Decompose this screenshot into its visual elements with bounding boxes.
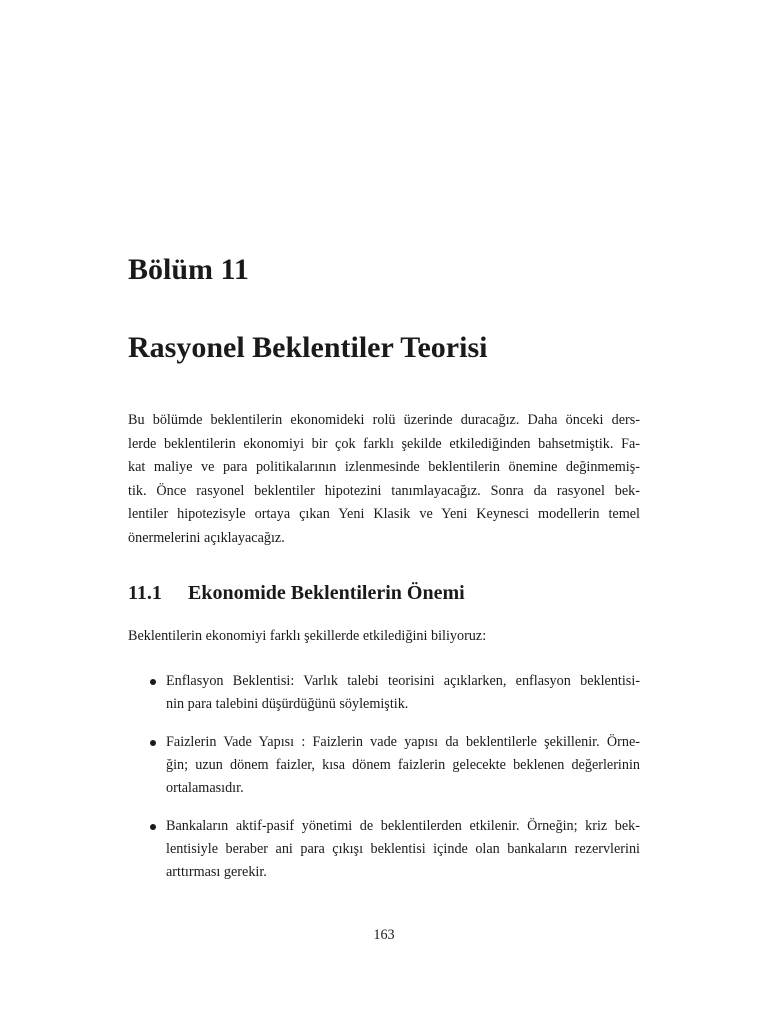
bullet-line: Enflasyon Beklentisi: Varlık talebi teorisini açıklarken, enflasyon beklentisi- xyxy=(166,673,640,689)
bullet-item xyxy=(128,815,640,884)
bullet-item xyxy=(128,731,640,800)
bullet-line: lentisiyle beraber ani para çıkışı beklentisi içinde olan bankaların rezervlerini xyxy=(166,841,640,857)
chapter-title: Rasyonel Beklentiler Teorisi xyxy=(128,331,488,364)
page-number: 163 xyxy=(373,927,395,943)
intro-line: lerde beklentilerin ekonomiyi bir çok farklı şekilde etkilediğinden bahsetmiştik. Fa- xyxy=(128,435,640,452)
bullet-line: ortalamasıdır. xyxy=(166,780,244,796)
intro-line: Bu bölümde beklentilerin ekonomideki rolü üzerinde duracağız. Daha önceki ders- xyxy=(128,412,640,428)
section-intro: Beklentilerin ekonomiyi farklı şekillerde etkilediğini biliyoruz: xyxy=(128,628,487,644)
bullet-item xyxy=(128,670,640,716)
intro-line: lentiler hipotezisyle ortaya çıkan Yeni Klasik ve Yeni Keynesci modellerin temel xyxy=(128,506,640,522)
intro-paragraph xyxy=(128,409,640,550)
intro-line: önermelerini açıklayacağız. xyxy=(128,529,285,546)
bullet-dot-icon xyxy=(150,679,156,685)
section-title: Ekonomide Beklentilerin Önemi xyxy=(188,582,465,604)
section-number: 11.1 xyxy=(128,582,162,604)
bullet-line: Bankaların aktif-pasif yönetimi de beklentilerden etkilenir. Örneğin; kriz bek- xyxy=(166,818,640,834)
intro-line: kat maliye ve para politikalarının izlenmesinde beklentilerin önemine değinmemiş- xyxy=(128,459,640,475)
bullet-line: Faizlerin Vade Yapısı : Faizlerin vade yapısı da beklentilerle şekillenir. Örne- xyxy=(166,734,640,750)
book-page xyxy=(128,0,640,1024)
chapter-label: Bölüm 11 xyxy=(128,253,249,286)
bullet-line: nin para talebini düşürdüğünü söylemiştik. xyxy=(166,696,409,712)
bullet-list xyxy=(128,670,640,884)
intro-line: tik. Önce rasyonel beklentiler hipotezini tanımlayacağız. Sonra da rasyonel bek- xyxy=(128,482,640,499)
bullet-dot-icon xyxy=(150,740,156,746)
bullet-line: arttırması gerekir. xyxy=(166,864,267,880)
bullet-line: ğin; uzun dönem faizler, kısa dönem faizlerin gelecekte beklenen değerlerinin xyxy=(166,757,640,773)
section-heading xyxy=(128,578,465,608)
bullet-dot-icon xyxy=(150,824,156,830)
